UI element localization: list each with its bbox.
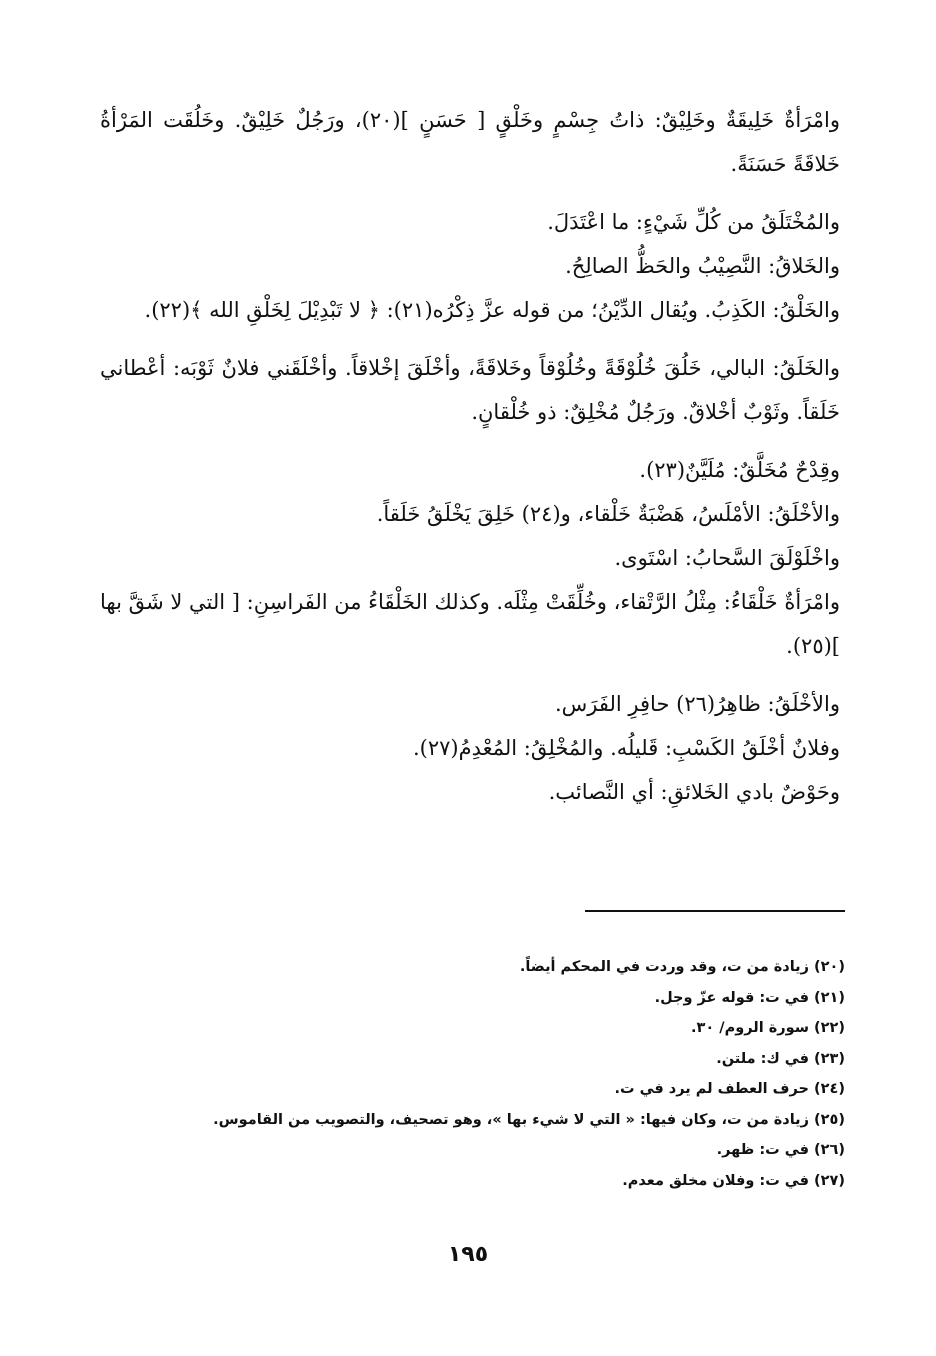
- footnote: (٢٠) زيادة من ت، وقد وردت في المحكم أيضاً.: [519, 959, 845, 975]
- paragraph: وامْرَأةٌ خَلِيقَةٌ وخَلِيْقٌ: ذاتُ جِسْمٍ وخَلْقٍ [ حَسَنٍ ](٢٠)، ورَجُلٌ خَلِيْقٌ. وخَلُقَت المَرْأةُ خَلاقَةً حَسَنَةً.: [100, 108, 841, 176]
- paragraph: والخَلَقُ: البالي، خَلُقَ خُلُوْقَةً وخُلُوْقاً وخَلاقَةً، وأخْلَقَ إخْلاقاً. وأخْلَقَني فلانٌ ثَوْبَه: أعْطاني خَلَقاً. وثَوْبٌ أخْلاقٌ. ورَجُلٌ مُخْلِقٌ: ذو خُلْقانٍ.: [100, 356, 840, 424]
- main-text: [100, 98, 840, 814]
- footnote: (٢٥) زيادة من ت، وكان فيها: « التي لا شيء بها »، وهو تصحيف، والتصويب من القاموس.: [213, 1111, 845, 1128]
- footnote: (٢٣) في ك: ملتن.: [716, 1050, 845, 1067]
- footnote: (٢١) في ت: قوله عزّ وجل.: [654, 989, 845, 1006]
- footnote: (٢٤) حرف العطف لم يرد في ت.: [614, 1081, 845, 1097]
- paragraph: وقِدْحٌ مُخَلَّقٌ: مُلَيَّنٌ(٢٣).: [639, 458, 840, 482]
- footnote: (٢٧) في ت: وفلان مخلق معدم.: [622, 1172, 845, 1189]
- paragraph: والأخْلَقُ: الأمْلَسُ، هَضْبَةٌ خَلْقاء، و(٢٤) خَلِقَ يَخْلَقُ خَلَقاً.: [376, 502, 840, 526]
- paragraph: والخَلاقُ: النَّصِيْبُ والحَظُّ الصالِحُ.: [565, 254, 840, 278]
- paragraph: وحَوْضٌ بادي الخَلائقِ: أي النَّصائب.: [548, 780, 840, 804]
- paragraph: وامْرَأةٌ خَلْقَاءُ: مِثْلُ الرَّتْقاء، وخُلِّقَتْ مِثْلَه. وكذلك الخَلْقَاءُ من الفَراسِنِ: [ التي لا شَقَّ بها ](٢٥).: [100, 590, 840, 658]
- paragraph: والمُخْتَلَقُ من كُلِّ شَيْءٍ: ما اعْتَدَلَ.: [547, 210, 840, 234]
- paragraph: وفلانٌ أخْلَقُ الكَسْبِ: قَليلُه. والمُخْلِقُ: المُعْدِمُ(٢٧).: [412, 736, 840, 760]
- footnote: (٢٦) في ت: ظهر.: [716, 1142, 845, 1158]
- footnote: (٢٢) سورة الروم/ ٣٠.: [691, 1020, 845, 1036]
- page-number: ١٩٥: [447, 1242, 489, 1267]
- footnote-divider: [585, 910, 845, 912]
- paragraph: والأخْلَقُ: ظاهِرُ(٢٦) حافِرِ الفَرَس.: [555, 692, 840, 716]
- footnotes: [150, 952, 845, 1196]
- paragraph: واخْلَوْلَقَ السَّحابُ: اسْتَوى.: [614, 546, 840, 570]
- paragraph: والخَلْقُ: الكَذِبُ. ويُقال الدِّيْنُ؛ من قوله عزَّ ذِكْرُه(٢١): ﴿ لا تَبْدِيْلَ لِخَلْقِ الله ﴾(٢٢).: [144, 298, 840, 322]
